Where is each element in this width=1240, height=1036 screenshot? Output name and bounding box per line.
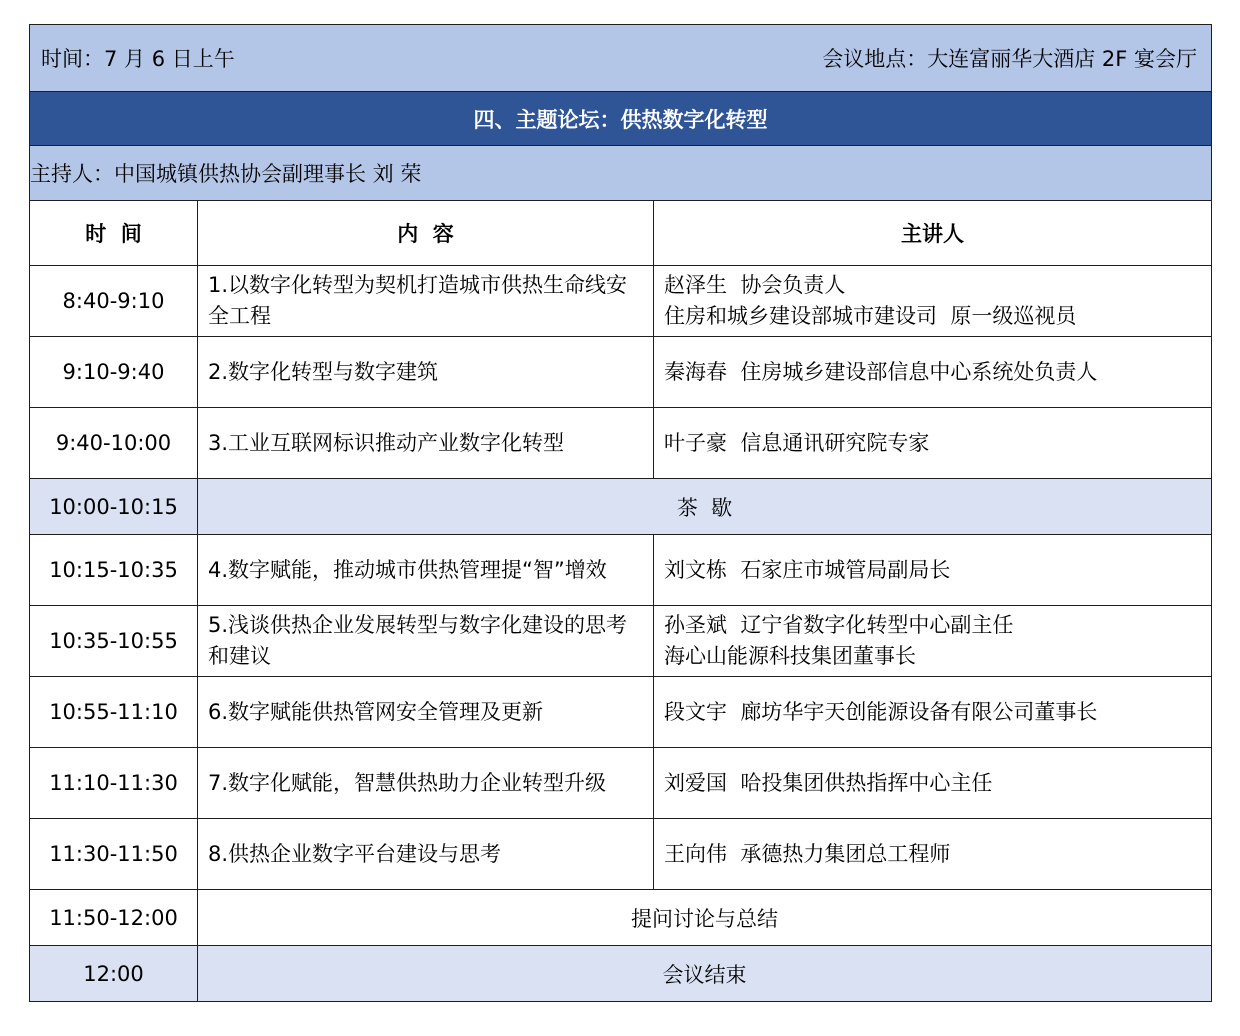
topic-cell: 7.数字化赋能，智慧供热助力企业转型升级 xyxy=(198,748,654,819)
host: 主持人：中国城镇供热协会副理事长 刘 荣 xyxy=(30,146,1212,201)
discussion-label: 提问讨论与总结 xyxy=(198,890,1212,946)
speaker-line: 刘文栋 石家庄市城管局副局长 xyxy=(664,557,951,582)
time-cell: 9:40-10:00 xyxy=(30,408,198,479)
header-content: 内 容 xyxy=(198,201,654,266)
topic-cell: 3.工业互联网标识推动产业数字化转型 xyxy=(198,408,654,479)
topic-cell: 6.数字赋能供热管网安全管理及更新 xyxy=(198,677,654,748)
speaker-line: 赵泽生 协会负责人 xyxy=(664,273,846,297)
speaker-cell xyxy=(654,677,1212,748)
time-cell: 8:40-9:10 xyxy=(30,266,198,337)
table-row xyxy=(30,266,1212,337)
header-row xyxy=(30,201,1212,266)
forum-title: 四、主题论坛：供热数字化转型 xyxy=(30,92,1212,146)
table-row xyxy=(30,677,1212,748)
topic-cell: 2.数字化转型与数字建筑 xyxy=(198,337,654,408)
speaker-cell xyxy=(654,748,1212,819)
speaker-cell xyxy=(654,408,1212,479)
tea-break-row xyxy=(30,479,1212,535)
header-speaker: 主讲人 xyxy=(654,201,1212,266)
speaker-line: 段文宇 廊坊华宇天创能源设备有限公司董事长 xyxy=(664,699,1098,724)
topic-cell: 1.以数字化转型为契机打造城市供热生命线安全工程 xyxy=(198,266,654,337)
time-cell: 10:35-10:55 xyxy=(30,606,198,677)
speaker-cell xyxy=(654,819,1212,890)
table-row xyxy=(30,408,1212,479)
tea-break-label: 茶 歇 xyxy=(198,479,1212,535)
session-time: 时间：7 月 6 日上午 xyxy=(41,47,235,71)
table-row xyxy=(30,819,1212,890)
host-row xyxy=(30,146,1212,201)
table-row xyxy=(30,748,1212,819)
speaker-cell xyxy=(654,337,1212,408)
time-cell: 9:10-9:40 xyxy=(30,337,198,408)
time-cell: 10:15-10:35 xyxy=(30,535,198,606)
topic-cell: 8.供热企业数字平台建设与思考 xyxy=(198,819,654,890)
time-cell: 10:55-11:10 xyxy=(30,677,198,748)
banner-cell xyxy=(30,25,1212,92)
speaker-cell xyxy=(654,266,1212,337)
discussion-time: 11:50-12:00 xyxy=(30,890,198,946)
header-time: 时 间 xyxy=(30,201,198,266)
speaker-line: 海心山能源科技集团董事长 xyxy=(664,644,916,668)
speaker-line: 秦海春 住房城乡建设部信息中心系统处负责人 xyxy=(664,359,1098,384)
speaker-cell xyxy=(654,606,1212,677)
forum-title-row xyxy=(30,92,1212,146)
speaker-line: 叶子豪 信息通讯研究院专家 xyxy=(664,430,930,455)
speaker-line: 住房和城乡建设部城市建设司 原一级巡视员 xyxy=(664,304,1077,328)
venue: 会议地点：大连富丽华大酒店 2F 宴会厅 xyxy=(822,47,1198,71)
closing-row xyxy=(30,946,1212,1002)
time-cell: 11:10-11:30 xyxy=(30,748,198,819)
tea-break-time: 10:00-10:15 xyxy=(30,479,198,535)
speaker-line: 王向伟 承德热力集团总工程师 xyxy=(664,841,951,866)
table-row xyxy=(30,535,1212,606)
time-cell: 11:30-11:50 xyxy=(30,819,198,890)
discussion-row xyxy=(30,890,1212,946)
speaker-line: 孙圣斌 辽宁省数字化转型中心副主任 xyxy=(664,613,1014,637)
speaker-line: 刘爱国 哈投集团供热指挥中心主任 xyxy=(664,770,993,795)
topic-cell: 4.数字赋能，推动城市供热管理提“智”增效 xyxy=(198,535,654,606)
speaker-cell xyxy=(654,535,1212,606)
banner-row xyxy=(30,25,1212,92)
agenda-table xyxy=(29,24,1212,1002)
closing-time: 12:00 xyxy=(30,946,198,1002)
topic-cell: 5.浅谈供热企业发展转型与数字化建设的思考和建议 xyxy=(198,606,654,677)
table-row xyxy=(30,337,1212,408)
table-row xyxy=(30,606,1212,677)
closing-label: 会议结束 xyxy=(198,946,1212,1002)
